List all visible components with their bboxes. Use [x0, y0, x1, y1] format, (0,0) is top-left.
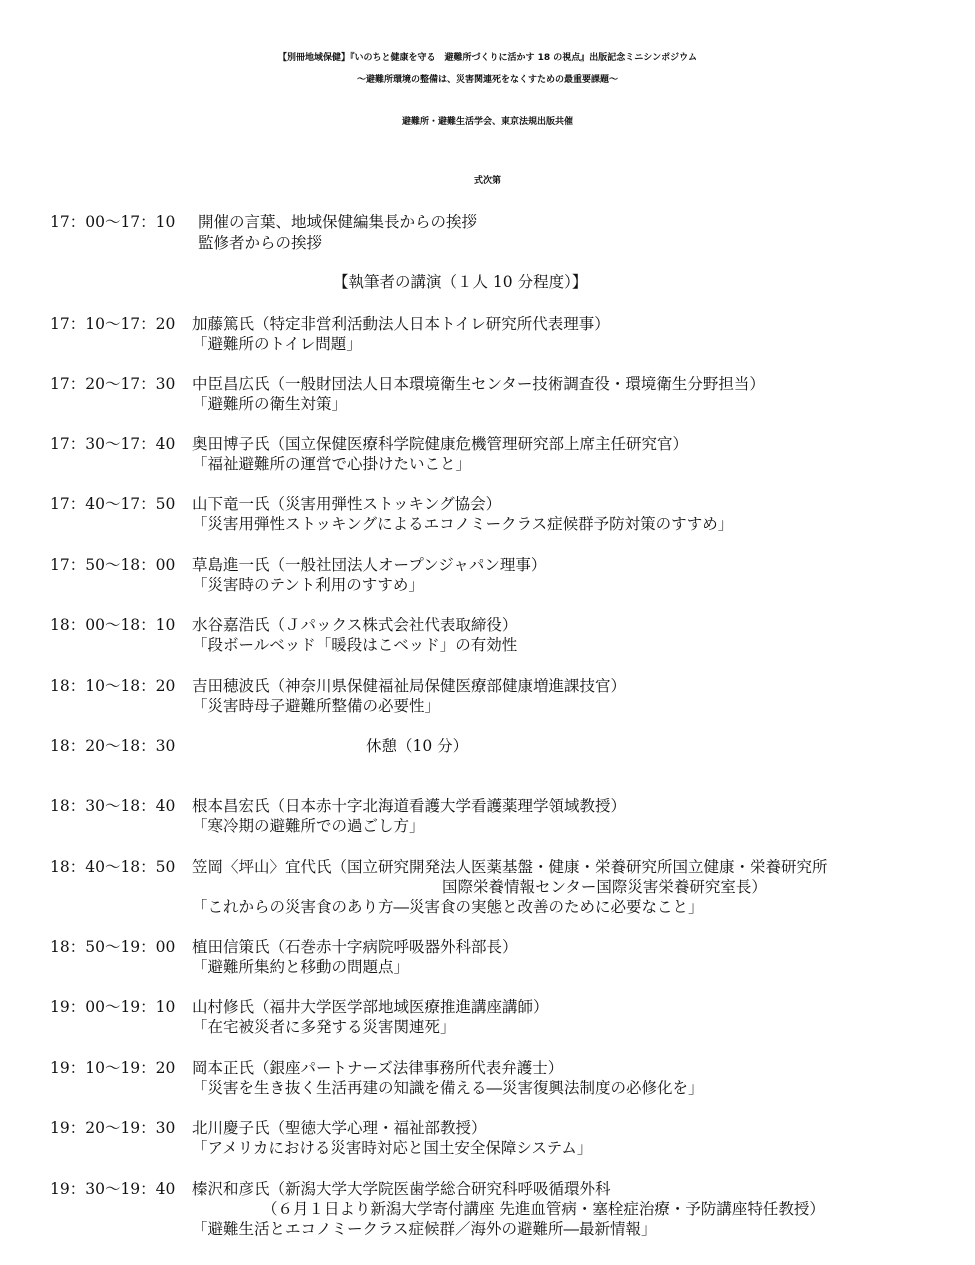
session-topic: 「アメリカにおける災害時対応と国土安全保障システム」 — [192, 1139, 593, 1157]
session-speaker: 根本昌宏氏（日本赤十字北海道看護大学看護薬理学領域教授） — [192, 797, 627, 815]
session-time: 18：40～18：50 — [50, 858, 176, 876]
session-topic: 「災害時母子避難所整備の必要性」 — [192, 697, 441, 715]
session-topic: 「災害用弾性ストッキングによるエコノミークラス症候群予防対策のすすめ」 — [192, 515, 734, 533]
opening-line-2: 監修者からの挨拶 — [198, 234, 323, 252]
document-title: 【別冊地域保健】『いのちと健康を守る 避難所づくりに活かす 18 の視点』出版記念ミニシンポジウム — [278, 53, 697, 63]
session-time: 18：10～18：20 — [50, 677, 176, 695]
session-time: 17：10～17：20 — [50, 315, 176, 333]
session-time: 17：40～17：50 — [50, 495, 176, 513]
session-topic: 「避難所集約と移動の問題点」 — [192, 958, 410, 976]
session-time: 17：50～18：00 — [50, 556, 176, 574]
session-speaker: 岡本正氏（銀座パートナーズ法律事務所代表弁護士） — [192, 1059, 564, 1077]
session-time: 18：00～18：10 — [50, 616, 176, 634]
session-topic: 「福祉避難所の運営で心掛けたいこと」 — [192, 455, 472, 473]
session-speaker: 北川慶子氏（聖徳大学心理・福祉部教授） — [192, 1119, 487, 1137]
session-topic: 「避難所の衛生対策」 — [192, 395, 348, 413]
session-topic: 「段ボールベッド「暖段はこベッド」の有効性 — [192, 636, 518, 654]
organizer-line: 避難所・避難生活学会、東京法規出版共催 — [401, 117, 573, 127]
session-time: 19：20～19：30 — [50, 1119, 176, 1137]
session-speaker: 吉田穂波氏（神奈川県保健福祉局保健医療部健康増進課技官） — [192, 677, 627, 695]
session-topic: 「避難生活とエコノミークラス症候群／海外の避難所―最新情報」 — [192, 1220, 657, 1238]
session-topic: 「これからの災害食のあり方―災害食の実態と改善のために必要なこと」 — [192, 898, 704, 916]
session-time: 19：10～19：20 — [50, 1059, 176, 1077]
session-speaker-continued: （６月１日より新潟大学寄付講座 先進血管病・塞栓症治療・予防講座特任教授） — [262, 1200, 825, 1218]
session-topic: 「寒冷期の避難所での過ごし方」 — [192, 817, 425, 835]
session-speaker-continued: 国際栄養情報センター国際災害栄養研究室長） — [442, 878, 767, 896]
session-speaker: 奥田博子氏（国立保健医療科学院健康危機管理研究部上席主任研究官） — [192, 435, 689, 453]
session-time: 19：30～19：40 — [50, 1180, 176, 1198]
lectures-heading: 【執筆者の講演（１人 10 分程度）】 — [333, 273, 588, 291]
session-speaker: 水谷嘉浩氏（Ｊパックス株式会社代表取締役） — [192, 616, 518, 634]
session-speaker: 笠岡〈坪山〉宜代氏（国立研究開発法人医薬基盤・健康・栄養研究所国立健康・栄養研究所 — [192, 858, 828, 876]
session-topic: 「災害時のテント利用のすすめ」 — [192, 576, 424, 594]
session-time: 18：30～18：40 — [50, 797, 176, 815]
session-speaker: 加藤篤氏（特定非営利活動法人日本トイレ研究所代表理事） — [192, 315, 610, 333]
session-topic: 「避難所のトイレ問題」 — [192, 335, 362, 353]
program-heading: 式次第 — [473, 176, 501, 186]
session-time: 17：20～17：30 — [50, 375, 176, 393]
break-label: 休憩（10 分） — [366, 737, 469, 755]
session-time: 17：30～17：40 — [50, 435, 176, 453]
break-time: 18：20～18：30 — [50, 737, 176, 755]
session-time: 19：00～19：10 — [50, 998, 176, 1016]
session-speaker: 草島進一氏（一般社団法人オープンジャパン理事） — [192, 556, 547, 574]
session-topic: 「在宅被災者に多発する災害関連死」 — [192, 1018, 456, 1036]
document-subtitle: ～避難所環境の整備は、災害関連死をなくすための最重要課題～ — [356, 75, 618, 85]
session-speaker: 中臣昌広氏（一般財団法人日本環境衛生センター技術調査役・環境衛生分野担当） — [192, 375, 765, 393]
session-time: 18：50～19：00 — [50, 938, 176, 956]
session-speaker: 山村修氏（福井大学医学部地域医療推進講座講師） — [192, 998, 549, 1016]
session-speaker: 山下竜一氏（災害用弾性ストッキング協会） — [192, 495, 502, 513]
session-topic: 「災害を生き抜く生活再建の知識を備える―災害復興法制度の必修化を」 — [192, 1079, 704, 1097]
session-speaker: 榛沢和彦氏（新潟大学大学院医歯学総合研究科呼吸循環外科 — [192, 1180, 611, 1198]
opening-time: 17：00～17：10 — [50, 213, 176, 231]
session-speaker: 植田信策氏（石巻赤十字病院呼吸器外科部長） — [192, 938, 518, 956]
opening-line-1: 開催の言葉、地域保健編集長からの挨拶 — [198, 213, 478, 231]
